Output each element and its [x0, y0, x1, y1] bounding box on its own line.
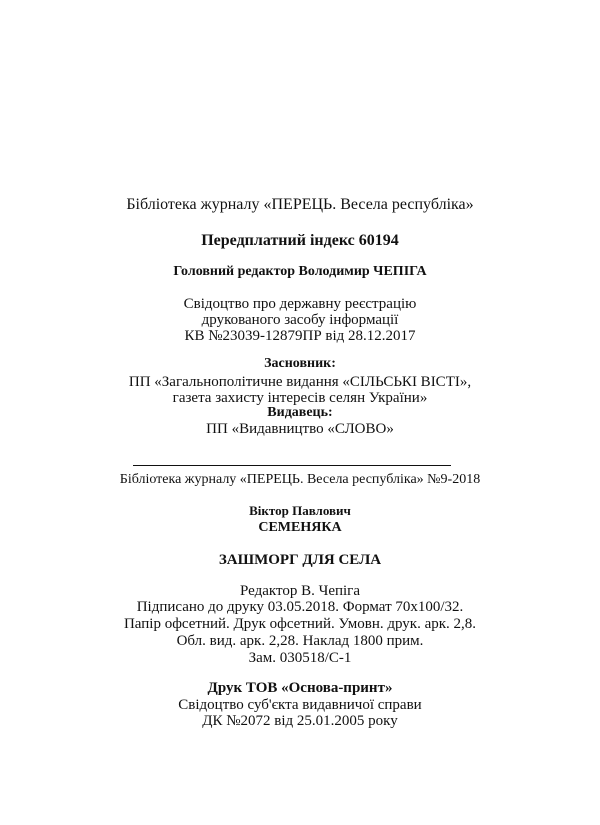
imprint-sheets: Обл. вид. арк. 2,28. Наклад 1800 прим.: [176, 633, 424, 649]
printer-cert-line-2: ДК №2072 від 25.01.2005 року: [202, 713, 398, 729]
imprint-signed: Підписано до друку 03.05.2018. Формат 70х100/32.: [136, 599, 464, 615]
author-first-names: Віктор Павлович: [249, 503, 351, 518]
book-title: ЗАШМОРГ ДЛЯ СЕЛА: [218, 552, 382, 568]
printer-name: Друк ТОВ «Основа-принт»: [207, 680, 393, 696]
printer-cert-line-1: Свідоцтво суб'єкта видавничої справи: [178, 697, 422, 713]
publisher-name: ПП «Видавництво «СЛОВО»: [206, 421, 394, 437]
publisher-label: Видавець:: [267, 405, 333, 420]
imprint-order: Зам. 030518/С-1: [248, 650, 352, 666]
founder-label: Засновник:: [264, 356, 336, 371]
registration-line-1: Свідоцтво про державну реєстрацію: [183, 296, 417, 312]
library-title: Бібліотека журналу «ПЕРЕЦЬ. Весела республіка»: [126, 196, 474, 213]
founder-line-2: газета захисту інтересів селян України»: [172, 390, 428, 406]
founder-line-1: ПП «Загальнополітичне видання «СІЛЬСЬКІ ВІСТІ»,: [128, 374, 472, 390]
chief-editor: Головний редактор Володимир ЧЕПІГА: [173, 264, 427, 279]
registration-line-3: КВ №23039-12879ПР від 28.12.2017: [184, 328, 416, 344]
series-issue: Бібліотека журналу «ПЕРЕЦЬ. Весела республіка» №9-2018: [119, 472, 481, 487]
imprint-paper: Папір офсетний. Друк офсетний. Умовн. друк. арк. 2,8.: [123, 616, 477, 632]
registration-line-2: друкованого засобу інформації: [201, 312, 399, 328]
subscription-index: Передплатний індекс 60194: [201, 232, 399, 249]
imprint-editor: Редактор В. Чепіга: [239, 583, 360, 599]
author-surname: СЕМЕНЯКА: [258, 520, 342, 535]
separator-rule: [133, 465, 451, 466]
